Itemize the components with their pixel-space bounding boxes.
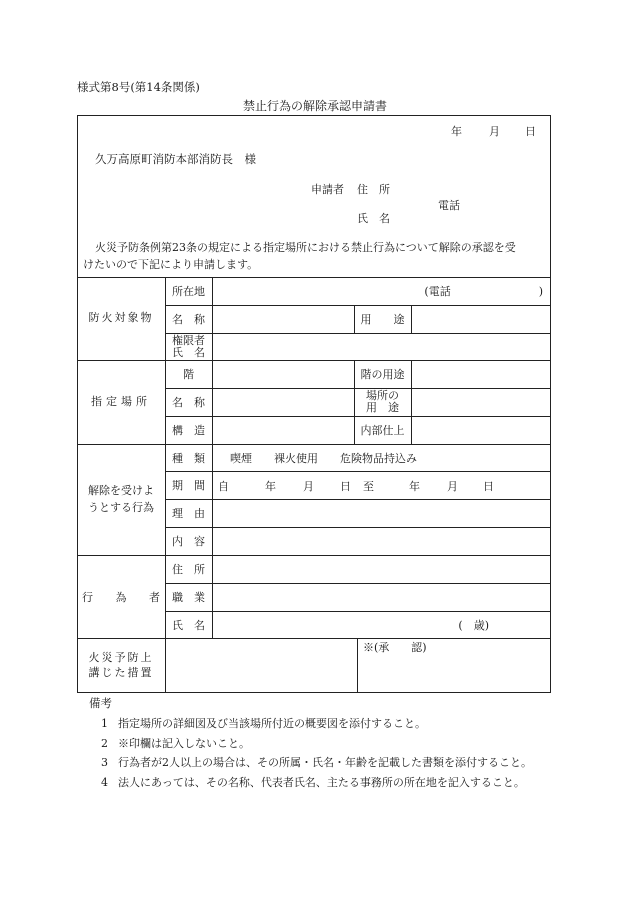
applicant-phone-label: 電話 (438, 199, 460, 212)
notes-title: 備考 (89, 696, 112, 710)
section-actor-char-1: 行 (82, 590, 93, 604)
actor-job-cell (165, 583, 212, 611)
type-label: 種 類 (172, 451, 205, 465)
structure-field[interactable] (212, 416, 354, 444)
actor-address-cell (165, 555, 212, 583)
actor-name-label: 氏 名 (172, 618, 205, 632)
reason-label: 理 由 (172, 507, 205, 520)
authority-name-field[interactable] (212, 333, 551, 360)
measures-field[interactable] (165, 638, 357, 693)
actor-name-cell (165, 611, 212, 638)
place-use-label-line-1: 場所の (366, 389, 399, 403)
place-use-label-line-2: 用 途 (366, 401, 399, 414)
section-act-label-line-1: 解除を受けよ (88, 484, 154, 497)
period-from: 自 (218, 480, 229, 493)
period-from-month: 月 (303, 480, 314, 493)
target-use-cell (354, 305, 411, 333)
section-actor-label (82, 589, 160, 605)
type-option-open-flame[interactable]: 裸火使用 (274, 451, 318, 465)
section-fire-target-label: 防火対象物 (88, 311, 154, 325)
interior-label: 内部仕上 (360, 424, 405, 437)
place-use-cell (354, 388, 411, 416)
date-month-label: 月 (489, 125, 500, 138)
actor-name-field[interactable] (212, 611, 551, 638)
floor-field[interactable] (212, 360, 354, 388)
period-cell (165, 471, 212, 499)
actor-address-label: 住 所 (172, 563, 205, 576)
section-actor (82, 555, 160, 638)
location-label: 所在地 (172, 285, 205, 298)
addressee: 久万高原町消防本部消防長 様 (95, 152, 256, 166)
date-year-label: 年 (451, 125, 462, 138)
type-option-hazardous[interactable]: 危険物品持込み (340, 451, 417, 465)
date-day-label: 日 (525, 125, 536, 138)
location-phone-paren: (電話 ) (424, 285, 543, 298)
statement-line-2: けたいので下記により申請します。 (83, 258, 259, 271)
type-option-smoking[interactable]: 喫煙 (230, 451, 252, 465)
floor-use-cell (354, 360, 411, 388)
period-to-month: 月 (447, 480, 458, 493)
period-to-day: 日 (483, 480, 494, 493)
section-designated-label: 指定場所 (91, 394, 151, 408)
target-name-label: 名 称 (172, 313, 205, 326)
interior-field[interactable] (411, 416, 551, 444)
interior-cell (354, 416, 411, 444)
floor-use-field[interactable] (411, 360, 551, 388)
note-number-1: 1 (101, 717, 108, 730)
structure-label: 構 造 (172, 424, 205, 437)
section-measures (77, 638, 165, 693)
period-from-year: 年 (265, 480, 276, 493)
content-field[interactable] (212, 527, 551, 555)
applicant-label: 申請者 (311, 183, 344, 196)
period-from-day: 日 (340, 480, 351, 493)
note-text-3: 行為者が2人以上の場合は、その所属・氏名・年齢を記載した書類を添付すること。 (118, 756, 532, 769)
note-number-4: 4 (101, 776, 108, 789)
content-label: 内 容 (172, 535, 205, 548)
applicant-address-label: 住 所 (357, 183, 390, 196)
designated-name-cell (165, 388, 212, 416)
actor-age-paren: ( 歳) (458, 618, 489, 632)
note-number-2: 2 (101, 737, 108, 750)
form-number-label: 様式第8号(第14条関係) (77, 80, 200, 94)
period-label: 期 間 (172, 479, 205, 492)
content-cell (165, 527, 212, 555)
target-use-field[interactable] (411, 305, 551, 333)
floor-cell (165, 360, 212, 388)
section-fire-target (77, 277, 165, 360)
note-text-4: 法人にあっては、その名称、代表者氏名、主たる事務所の所在地を記入すること。 (118, 776, 525, 789)
form-title: 禁止行為の解除承認申請書 (242, 99, 387, 113)
type-cell (165, 444, 212, 471)
approval-field (357, 655, 551, 693)
target-name-field[interactable] (212, 305, 354, 333)
note-text-2: ※印欄は記入しないこと。 (118, 737, 250, 750)
place-use-field[interactable] (411, 388, 551, 416)
reason-cell (165, 499, 212, 527)
section-measures-label-line-2: 講じた措置 (88, 665, 154, 679)
row-rule (165, 471, 551, 472)
designated-name-field[interactable] (212, 388, 354, 416)
structure-cell (165, 416, 212, 444)
actor-address-field[interactable] (212, 555, 551, 583)
type-options (212, 444, 551, 471)
authority-label-line-2: 氏 名 (172, 345, 205, 359)
floor-label: 階 (183, 368, 194, 381)
target-name-cell (165, 305, 212, 333)
location-field[interactable] (212, 277, 551, 305)
actor-job-field[interactable] (212, 583, 551, 611)
authority-cell (165, 333, 212, 360)
section-designated (77, 360, 165, 444)
approval-label: ※(承 認) (363, 641, 427, 654)
target-use-label: 用 途 (360, 313, 405, 326)
reason-field[interactable] (212, 499, 551, 527)
location-cell (165, 277, 212, 305)
note-number-3: 3 (101, 756, 108, 769)
section-act-label-line-2: うとする行為 (88, 500, 154, 514)
section-actor-char-3: 者 (149, 590, 160, 604)
section-actor-char-2: 為 (115, 590, 127, 604)
note-text-1: 指定場所の詳細図及び当該場所付近の概要図を添付すること。 (118, 717, 426, 730)
authority-label-line-1: 権限者 (172, 333, 205, 347)
floor-use-label: 階の用途 (360, 368, 405, 381)
actor-job-label: 職 業 (172, 591, 205, 604)
applicant-name-label: 氏 名 (357, 212, 390, 225)
designated-name-label: 名 称 (172, 396, 205, 409)
statement-line-1: 火災予防条例第23条の規定による指定場所における禁止行為について解除の承認を受 (95, 241, 516, 254)
section-act (77, 444, 165, 555)
period-to-year: 年 (409, 480, 420, 493)
section-measures-label-line-1: 火災予防上 (88, 650, 154, 664)
period-to: 至 (363, 480, 374, 493)
